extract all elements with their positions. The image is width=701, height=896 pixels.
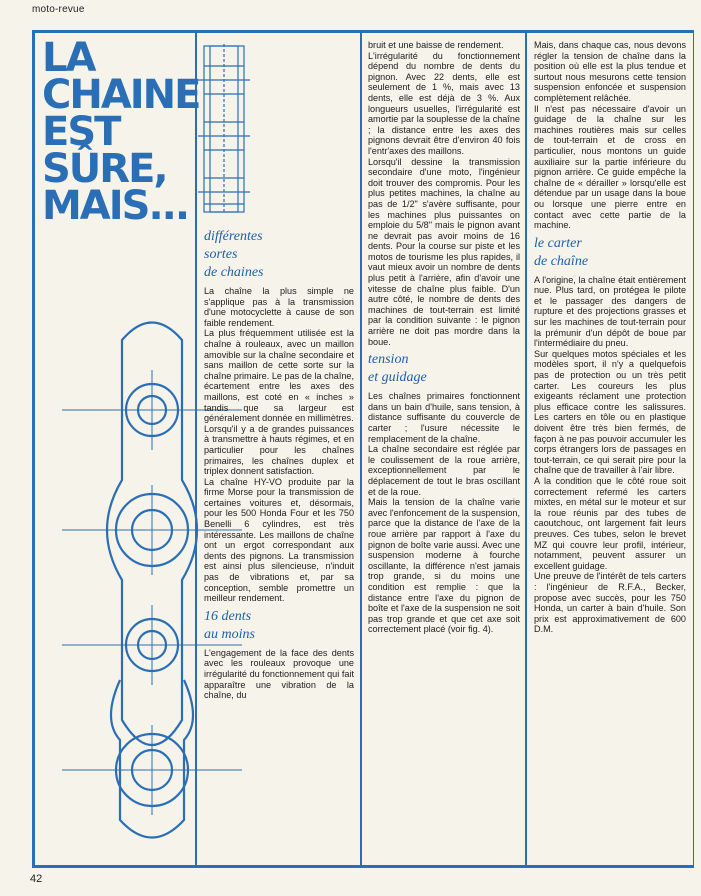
paragraph: Mais la tension de la chaîne varie avec l'enfoncement de la suspension, parce que la distance de l'axe de la roue arrière par rapport à l'axe du pignon de boîte varie aussi. Avec une suspension moderne à fourche oscillante, la différence n'est jamais trop grande, si du moins une condition est remplie : que la distance entre l'axe du pignon de boîte et l'axe de la suspension ne soit pas trop grande et que cet axe soit correctement placé (voir fig. 4). — [368, 497, 520, 635]
subheading-line: de chaines — [204, 265, 264, 280]
subheading-line: de chaîne — [534, 253, 589, 269]
paragraph: bruit et une baisse de rendement. — [368, 40, 504, 50]
page-number: 42 — [30, 873, 43, 885]
paragraph: A la condition que le côté roue soit correctement refermé les carters mixtes, en métal sur le moteur et sur la roue réunis par des tubes de caoutchouc, ont largement fait leurs preuves. Ces tubes, selon le brevet MZ qui couvre leur profil, intérieur, notamment, peuvent assurer un excellent guidage. — [534, 475, 686, 571]
title-line: CHAINE — [42, 72, 200, 118]
chain-side-illustration — [198, 44, 250, 214]
title-line: MAIS... — [42, 183, 189, 229]
paragraph: La chaîne la plus simple ne s'applique pas à la transmission d'une motocyclette à cause de son faible rendement. — [204, 286, 354, 328]
subheading-line: sortes — [204, 247, 238, 262]
subheading-line: tension — [368, 352, 409, 368]
paragraph: Les chaînes primaires fonctionnent dans un bain d'huile, sans tension, à distance suffisante du couvercle de carter ; l'usure nécessite le remplacement de la chaîne. — [368, 391, 520, 444]
subheading-sortes — [204, 228, 354, 282]
paragraph: A l'origine, la chaîne était entièrement nue. Plus tard, on protégea le pilote et le passager des dangers de rupture et des projections grasses et sur les machines de tout-terrain pour la prémunir d'un dépôt de boue par l'intermédiaire du pneu. — [534, 274, 686, 349]
subheading-line: 16 dents — [204, 608, 252, 624]
paragraph: Mais, dans chaque cas, nous devons régler la tension de chaîne dans la position où elle est la plus tendue et surtout nous mesurons cette tension suspension enfoncée et suspension complètement relâchée. — [534, 40, 686, 103]
article-title — [42, 35, 202, 229]
subheading-tension — [368, 351, 520, 387]
paragraph: Sur quelques motos spéciales et les modèles sport, il n'y a quelquefois pas de protection ou un très petit carter. Les coureurs les plus exigeants réclament une protection plus efficace contre les salissures. Les carters en tôle ou en plastique doivent être très bien fermés, de façon à ne pas pouvoir accumuler les corps étrangers lors de passages en tout-terrain, ce qui serait pire pour la chaîne que de travailler à l'air libre. — [534, 348, 686, 476]
paragraph: La chaîne secondaire est réglée par le coulissement de la roue arrière, exceptionnellement par le déplacement de tout le bras oscillant et de la roue. — [368, 444, 520, 497]
paragraph: La chaîne HY-VO produite par la firme Morse pour la transmission de certaines voitures et, désormais, pour les 500 Honda Four et les 750 Benelli 6 cylindres, est très intéressante. Les maillons de chaîne ont un ergot correspondant aux dents des pignons. La transmission est ainsi plus silencieuse, n'induit pas de vibrations et, par sa conception, semble promettre un meilleur rendement. — [204, 476, 354, 604]
subheading-line: différentes — [204, 229, 263, 244]
column-rule — [360, 30, 362, 868]
column-1 — [204, 228, 354, 701]
paragraph: Lorsqu'il y a de grandes puissances à transmettre à hauts régimes, et en particulier pour les chaînes primaires, les chaînes duplex et triplex donnent satisfaction. — [204, 423, 354, 477]
subheading-line: au moins — [204, 626, 255, 642]
magazine-name: moto-revue — [32, 4, 85, 15]
paragraph: La plus fréquemment utilisée est la chaîne à rouleaux, avec un maillon amovible sur la chaîne secondaire et sans maillon de cette sorte sur la chaîne primaire. Le pas de la chaîne, écartement entre les axes des maillons, est coté en « inches » tandis que sa largeur est généralement donnée en millimètres. — [204, 328, 354, 424]
paragraph: Une preuve de l'intérêt de tels carters : l'ingénieur de R.F.A., Becker, propose avec succès, pour les 750 Honda, un carter à bain d'huile. Son prix est approximativement de 600 D.M. — [534, 571, 686, 635]
subheading-line: le carter — [534, 235, 582, 251]
title-line: EST — [42, 109, 120, 155]
paragraph: L'irrégularité du fonctionnement dépend du nombre de dents du pignon. Avec 22 dents, elle est seulement de 1 %, mais avec 13 dents, elle est déjà de 3 %. Aux longueurs usuelles, l'irrégularité est amortie par la souplesse de la chaîne ; la distance entre les axes des pignons devrait être d'environ 40 fois l'entr'axes des maillons. — [368, 50, 520, 156]
title-line: LA — [42, 35, 95, 81]
subheading-line: et guidage — [368, 370, 427, 386]
title-line: SÛRE, — [42, 146, 167, 192]
column-3 — [534, 40, 686, 635]
paragraph: L'engagement de la face des dents avec les rouleaux provoque une irrégularité du fonctionnement qui fait apparaître une vibration de la chaîne, du — [204, 647, 354, 701]
subheading-16-dents — [204, 608, 354, 644]
paragraph: Il n'est pas nécessaire d'avoir un guidage de la chaîne sur les machines routières mais sur celles de tout-terrain et de cross en particulier, nous montons un guide auxiliaire sur la partie inférieure du pignon arrière. Ce guide empêche la chaîne de « dérailler » lorsqu'elle est détendue par un usage dans la boue ou lorsque une pierre entre en contact avec cette partie de la machine. — [534, 103, 686, 231]
column-rule — [525, 30, 527, 868]
column-2 — [368, 40, 520, 635]
paragraph: Lorsqu'il dessine la transmission secondaire d'une moto, l'ingénieur doit trouver des compromis. Pour les plus petites machines, la chaîne au pas de 1/2" s'avère suffisante, pour les machines plus puissantes on emploie du 5/8" mais le pignon avant ne devrait pas avoir moins de 16 dents. Pour la course sur piste et les motos de tourisme les plus rapides, il vaut mieux avoir un nombre de dents plus petit à l'arrière, afin d'avoir une vitesse de chaîne plus faible. D'un autre côté, le nombre de dents des machines de tout-terrain est limité par la condition suivante : le pignon arrière ne doit pas mordre dans la boue. — [368, 156, 520, 347]
subheading-carter — [534, 235, 686, 271]
